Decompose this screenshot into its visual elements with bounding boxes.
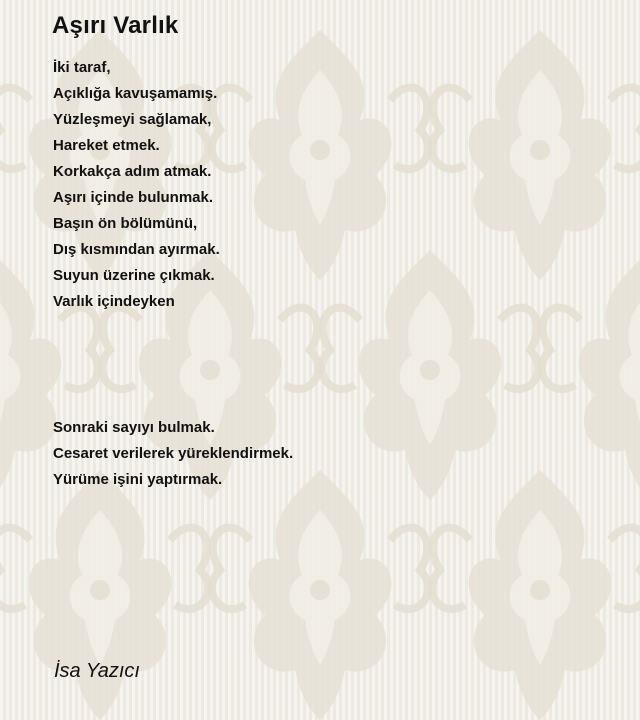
poem-line: İki taraf,: [53, 59, 111, 76]
poem-line: Cesaret verilerek yüreklendirmek.: [53, 445, 294, 462]
poem-title: Aşırı Varlık: [52, 12, 179, 39]
poem-line: Yüzleşmeyi sağlamak,: [53, 111, 212, 128]
poem-line: Dış kısmından ayırmak.: [53, 241, 220, 258]
poem-line: Yürüme işini yaptırmak.: [53, 471, 223, 488]
stanza-1: [53, 55, 220, 315]
poem-line: Korkakça adım atmak.: [53, 163, 212, 180]
poem-line: Açıklığa kavuşamamış.: [53, 85, 218, 102]
poem-line: Varlık içindeyken: [53, 293, 175, 310]
poem-author: İsa Yazıcı: [54, 660, 140, 682]
stanza-2: [53, 415, 293, 493]
poem-line: Suyun üzerine çıkmak.: [53, 267, 215, 284]
poem-line: Hareket etmek.: [53, 137, 160, 154]
poem-line: Başın ön bölümünü,: [53, 215, 198, 232]
poem-line: Aşırı içinde bulunmak.: [53, 189, 214, 206]
poem-line: Sonraki sayıyı bulmak.: [53, 419, 215, 436]
